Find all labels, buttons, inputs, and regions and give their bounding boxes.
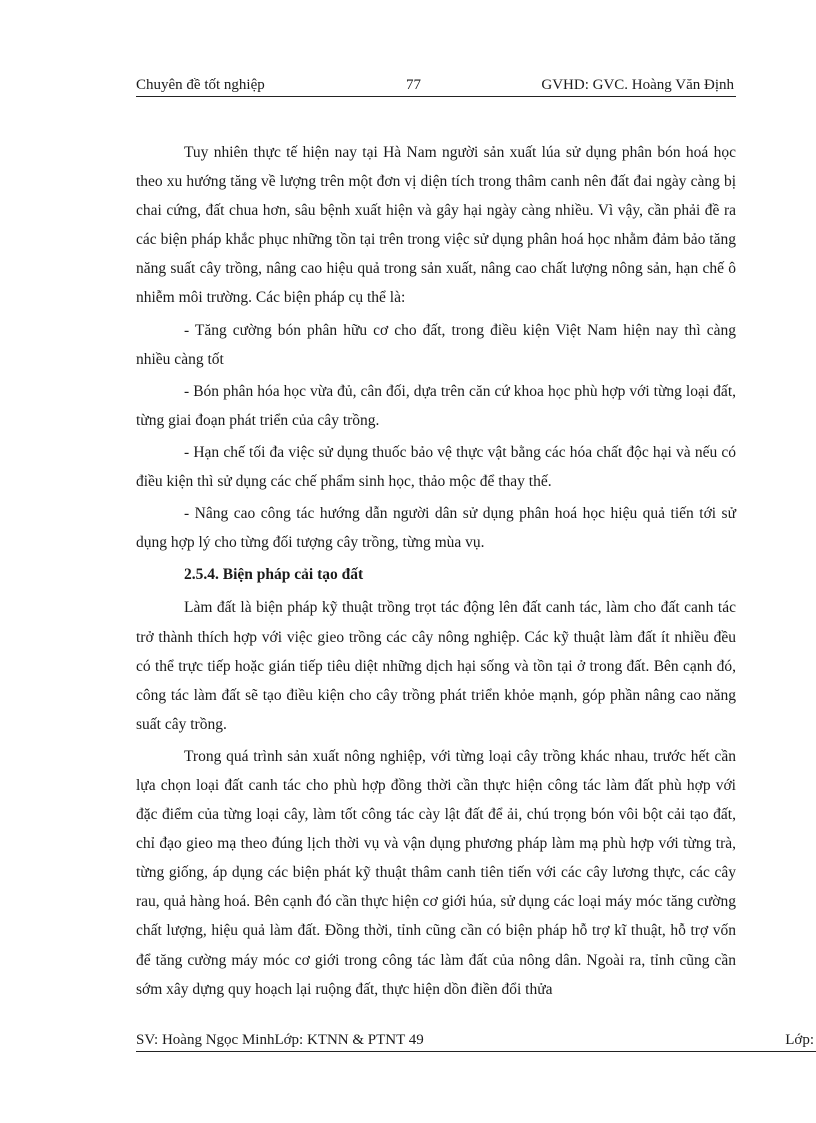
page-footer [136,1031,816,1052]
footer-student: SV: Hoàng Ngọc MinhLớp: KTNN & PTNT 49 [136,1032,424,1048]
section-heading: 2.5.4. Biện pháp cải tạo đất [184,566,364,584]
paragraph-production-process: Trong quá trình sản xuất nông nghiệp, với từng loại cây trồng khác nhau, trước hết cần lựa chọn loại đất canh tác cho phù hợp đồng thời cần thực hiện công tác làm đất phù hợp với đặc điểm của từng loại cây, làm tốt công tác cày lật đất để ải, chú trọng bón vôi bột cải tạo đất, chỉ đạo gieo mạ theo đúng lịch thời vụ và vận dụng phương pháp làm mạ phù hợp với từng trà, từng giống, áp dụng các biện phát kỹ thuật thâm canh tiên tiến với các cây lương thực, các cây rau, quả hàng hoá. Bên cạnh đó cần thực hiện cơ giới húa, sử dụng các loại máy móc tăng cường chất lượng, hiệu quả làm đất. Đồng thời, tỉnh cũng cần có biện pháp hỗ trợ kĩ thuật, hỗ trợ vốn để tăng cường máy móc cơ giới trong công tác làm đất của nông dân. Ngoài ra, tỉnh cũng cần sớm xây dựng quy hoạch lại ruộng đất, thực hiện dồn điền đổi thửa [136,747,736,998]
header-supervisor: GVHD: GVC. Hoàng Văn Định [541,77,734,93]
bullet-chemical-fertilizer: - Bón phân hóa học vừa đủ, cân đối, dựa trên căn cứ khoa học phù hợp với từng loại đất, từng giai đoạn phát triển của cây trồng. [136,382,736,429]
paragraph-land-preparation: Làm đất là biện pháp kỹ thuật trồng trọt tác động lên đất canh tác, làm cho đất canh tác trở thành thích hợp với việc gieo trồng các cây nông nghiệp. Các kỹ thuật làm đất ít nhiều đều có thể trực tiếp hoặc gián tiếp tiêu diệt những dịch hại sống và tồn tại ở trong đất. Bên cạnh đó, công tác làm đất sẽ tạo điều kiện cho cây trồng phát triển khỏe mạnh, góp phần nâng cao năng suất cây trồng. [136,599,736,733]
page-body [136,138,736,1007]
bullet-organic-fertilizer: - Tăng cường bón phân hữu cơ cho đất, trong điều kiện Việt Nam hiện nay thì càng nhiều càng tốt [136,321,736,368]
page-header [136,76,736,97]
header-document-type: Chuyên đề tốt nghiệp [136,77,265,93]
paragraph-intro: Tuy nhiên thực tế hiện nay tại Hà Nam người sản xuất lúa sử dụng phân bón hoá học theo xu hướng tăng về lượng trên một đơn vị diện tích trong thâm canh nên đất đai ngày càng bị chai cứng, đất chua hơn, sâu bệnh xuất hiện và gây hại ngày càng nhiều. Vì vậy, cần phải đề ra các biện pháp khắc phục những tồn tại trên trong việc sử dụng phân hoá học nhằm đảm bảo tăng năng suất cây trồng, nâng cao hiệu quả trong sản xuất, nâng cao chất lượng nông sản, hạn chế ô nhiễm môi trường. Các biện pháp cụ thể là: [136,144,736,307]
page-number: 77 [406,77,421,93]
bullet-farmer-guidance: - Nâng cao công tác hướng dẫn người dân sử dụng phân hoá học hiệu quả tiến tới sử dụng hợp lý cho từng đối tượng cây trồng, từng mùa vụ. [136,505,736,552]
bullet-pesticide-limit: - Hạn chế tối đa việc sử dụng thuốc bảo vệ thực vật bằng các hóa chất độc hại và nếu có điều kiện thì sử dụng các chế phẩm sinh học, thảo mộc để thay thế. [136,443,736,491]
footer-class: Lớp: [785,1032,814,1048]
